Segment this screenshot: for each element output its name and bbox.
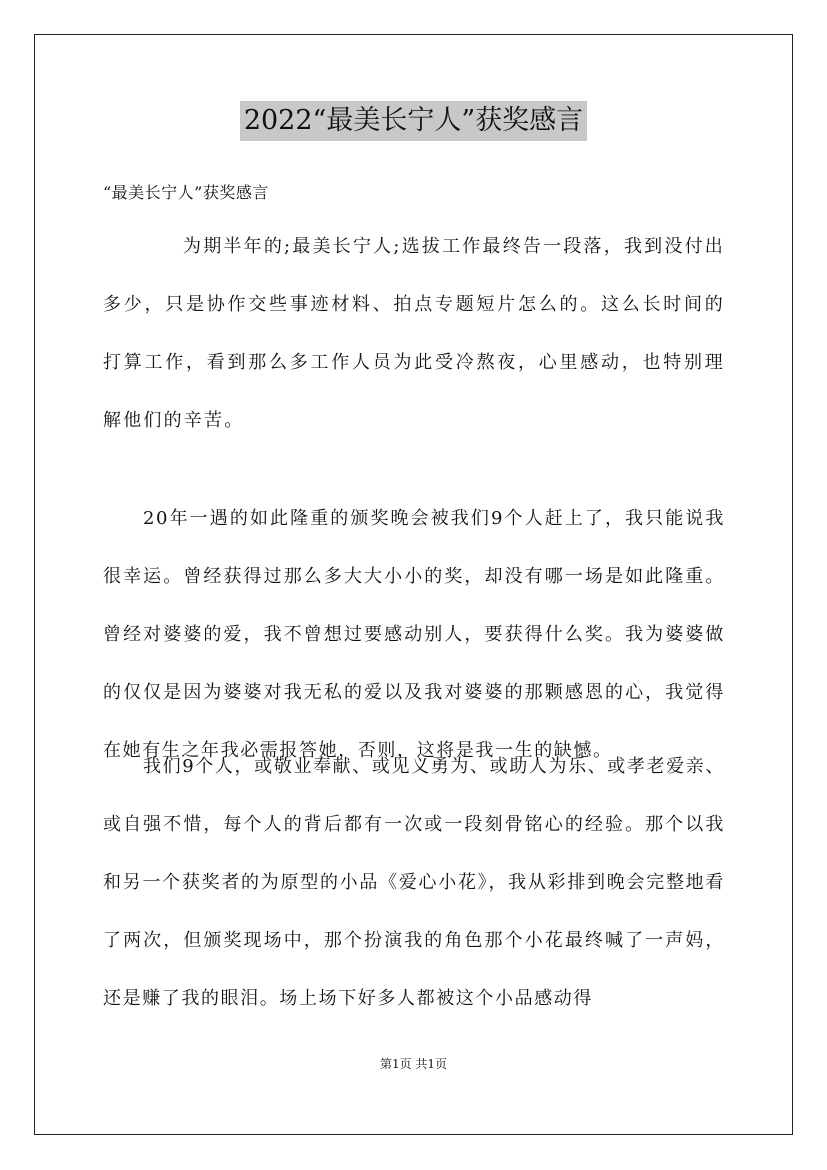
page-footer: 第1页 共1页 (379, 1057, 448, 1071)
document-subtitle: “最美长宁人”获奖感言 (103, 183, 269, 202)
paragraph-2: 20年一遇的如此隆重的颁奖晚会被我们9个人赶上了，我只能说我很幸运。曾经获得过那么多大大小小的奖，却没有哪一场是如此隆重。曾经对婆婆的爱，我不曾想过要感动别人，要获得什么奖。我为婆婆做的仅仅是因为婆婆对我无私的爱以及我对婆婆的那颗感恩的心，我觉得在她有生之年我必需报答她，否则，这将是我一生的缺憾。 (103, 508, 725, 761)
title-container (0, 101, 827, 141)
paragraph-3: 我们9个人，或敬业奉献、或见义勇为、或助人为乐、或孝老爱亲、或自强不惜，每个人的背后都有一次或一段刻骨铭心的经验。那个以我和另一个获奖者的为原型的小品《爱心小花》，我从彩排到晚会完整地看了两次，但颁奖现场中，那个扮演我的角色那个小花最终喊了一声妈，还是赚了我的眼泪。场上场下好多人都被这个小品感动得 (103, 756, 725, 1009)
document-title: 2022“最美长宁人”获奖感言 (240, 101, 587, 141)
paragraph-1: 为期半年的;最美长宁人;选拔工作最终告一段落，我到没付出多少，只是协作交些事迹材料、拍点专题短片怎么的。这么长时间的打算工作，看到那么多工作人员为此受冷熬夜，心里感动，也特别理解他们的辛苦。 (103, 236, 725, 431)
